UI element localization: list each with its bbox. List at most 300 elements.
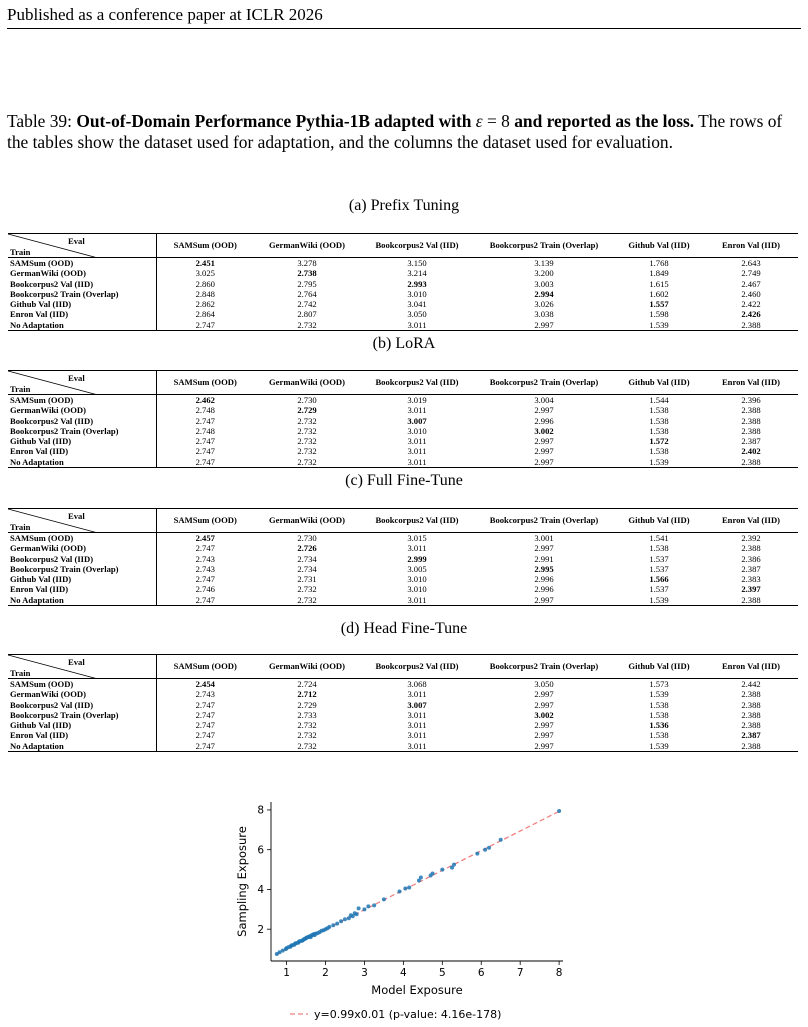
- table-cell: 2.746: [195, 584, 215, 595]
- table-cell: 2.997: [534, 594, 554, 605]
- table-cell: 1.544: [649, 395, 669, 405]
- table-cell: 2.388: [741, 720, 761, 731]
- column-header: Bookcorpus2 Train (Overlap): [489, 515, 599, 526]
- results-table: [8, 508, 798, 606]
- data-point: [452, 863, 456, 867]
- row-label: Enron Val (IID): [8, 446, 156, 456]
- data-point: [475, 852, 479, 856]
- table-row: [8, 679, 798, 690]
- table-cell: 2.862: [195, 299, 215, 310]
- column-header: GermanWiki (OOD): [269, 240, 345, 251]
- table-cell: 2.997: [534, 720, 554, 731]
- table-cell: 1.768: [649, 258, 669, 268]
- column-header: Bookcorpus2 Train (Overlap): [489, 377, 599, 388]
- table-cell: 3.011: [407, 720, 427, 731]
- table-row: [8, 436, 798, 446]
- table-cell: 3.011: [407, 446, 427, 457]
- data-point: [397, 889, 401, 893]
- table-cell: 2.997: [534, 436, 554, 447]
- table-cell: 2.451: [195, 258, 215, 268]
- table-row: [8, 584, 798, 594]
- column-header: SAMSum (OOD): [173, 240, 237, 251]
- y-axis-label: Sampling Exposure: [235, 826, 249, 937]
- table-cell: 2.747: [195, 720, 215, 731]
- data-point: [407, 885, 411, 889]
- table-cell: 2.729: [297, 405, 317, 416]
- table-cell: 3.011: [407, 436, 427, 447]
- table-cell: 3.007: [407, 415, 427, 426]
- table-cell: 2.997: [534, 699, 554, 710]
- table-cell: 1.539: [649, 456, 669, 467]
- table-cell: 2.402: [741, 446, 761, 457]
- corner-train-label: Train: [10, 522, 31, 532]
- column-header: GermanWiki (OOD): [269, 661, 345, 672]
- row-label: GermanWiki (OOD): [8, 543, 156, 553]
- table-cell: 3.200: [534, 268, 554, 279]
- table-cell: 2.748: [195, 405, 215, 416]
- column-header: SAMSum (OOD): [173, 515, 237, 526]
- corner-train-label: Train: [10, 668, 31, 678]
- table-caption: [7, 111, 803, 153]
- table-cell: 3.019: [407, 395, 427, 405]
- data-point: [343, 917, 347, 921]
- table-cell: 1.538: [649, 446, 669, 457]
- table-cell: 2.732: [297, 425, 317, 436]
- column-header: Bookcorpus2 Val (IID): [375, 240, 459, 251]
- table-row: [8, 279, 798, 289]
- table-cell: 2.795: [297, 278, 317, 289]
- row-label: Enron Val (IID): [8, 584, 156, 594]
- row-label: Bookcorpus2 Val (IID): [8, 700, 156, 710]
- table-cell: 3.011: [407, 709, 427, 720]
- row-label: Github Val (IID): [8, 299, 156, 309]
- table-cell: 2.747: [195, 456, 215, 467]
- caption-bold-before: Out-of-Domain Performance Pythia-1B adapted with: [76, 111, 472, 131]
- table-cell: 2.732: [297, 594, 317, 605]
- table-cell: 2.747: [195, 446, 215, 457]
- table-cell: 2.732: [297, 730, 317, 741]
- data-point: [327, 925, 331, 929]
- corner-eval-label: Eval: [68, 236, 85, 246]
- results-table: [8, 370, 798, 468]
- table-row: [8, 395, 798, 406]
- data-point: [483, 848, 487, 852]
- row-label: Enron Val (IID): [8, 309, 156, 319]
- table-row: [8, 416, 798, 426]
- x-tick-label: 1: [283, 967, 290, 979]
- caption-epsilon: ε: [475, 111, 483, 131]
- table-cell: 2.747: [195, 709, 215, 720]
- data-point: [357, 906, 361, 910]
- table-cell: 2.643: [741, 258, 761, 268]
- table-cell: 3.068: [407, 679, 427, 689]
- row-label: Bookcorpus2 Val (IID): [8, 416, 156, 426]
- table-cell: 2.388: [741, 699, 761, 710]
- table-cell: 2.442: [741, 679, 761, 689]
- table-cell: 2.748: [195, 425, 215, 436]
- corner-eval-label: Eval: [68, 511, 85, 521]
- row-label: GermanWiki (OOD): [8, 268, 156, 278]
- table-cell: 2.743: [195, 563, 215, 574]
- x-axis-label: Model Exposure: [371, 983, 463, 997]
- column-header: Bookcorpus2 Val (IID): [375, 377, 459, 388]
- column-header: Bookcorpus2 Train (Overlap): [489, 240, 599, 251]
- table-cell: 2.396: [741, 395, 761, 405]
- table-cell: 1.537: [649, 563, 669, 574]
- table-corner-cell: [8, 655, 156, 679]
- table-cell: 1.538: [649, 730, 669, 741]
- row-label: GermanWiki (OOD): [8, 689, 156, 699]
- table-cell: 1.536: [649, 720, 669, 731]
- table-cell: 2.732: [297, 436, 317, 447]
- column-header: Bookcorpus2 Val (IID): [375, 661, 459, 672]
- row-label: SAMSum (OOD): [8, 258, 156, 269]
- x-tick-label: 7: [516, 967, 524, 979]
- table-cell: 3.038: [534, 309, 554, 320]
- table-cell: 2.729: [297, 699, 317, 710]
- row-label: No Adaptation: [8, 741, 156, 752]
- column-header: SAMSum (OOD): [173, 661, 237, 672]
- table-cell: 2.997: [534, 405, 554, 416]
- table-cell: 3.050: [534, 679, 554, 689]
- table-row: [8, 700, 798, 710]
- row-label: Bookcorpus2 Train (Overlap): [8, 426, 156, 436]
- row-label: Bookcorpus2 Train (Overlap): [8, 564, 156, 574]
- table-cell: 1.539: [649, 594, 669, 605]
- row-label: Github Val (IID): [8, 720, 156, 730]
- table-cell: 1.537: [649, 584, 669, 595]
- row-label: Bookcorpus2 Val (IID): [8, 279, 156, 289]
- table-cell: 2.738: [297, 268, 317, 279]
- table-cell: 2.747: [195, 436, 215, 447]
- table-row: [8, 741, 798, 752]
- table-cell: 2.747: [195, 699, 215, 710]
- table-cell: 2.733: [297, 709, 317, 720]
- table-cell: 1.538: [649, 415, 669, 426]
- y-tick-label: 2: [257, 923, 264, 936]
- column-header: Enron Val (IID): [721, 377, 781, 388]
- row-label: SAMSum (OOD): [8, 533, 156, 544]
- y-tick-label: 8: [257, 804, 264, 817]
- table-cell: 3.025: [195, 268, 215, 279]
- table-cell: 2.732: [297, 415, 317, 426]
- table-corner-cell: [8, 234, 156, 258]
- table-cell: 3.010: [407, 425, 427, 436]
- table-cell: 2.993: [407, 278, 427, 289]
- table-cell: 2.997: [534, 446, 554, 457]
- x-tick-label: 4: [400, 967, 407, 979]
- table-row: [8, 543, 798, 553]
- caption-label: Table 39:: [7, 111, 72, 131]
- table-cell: 3.010: [407, 574, 427, 585]
- table-cell: 2.747: [195, 740, 215, 751]
- row-label: Bookcorpus2 Train (Overlap): [8, 289, 156, 299]
- table-cell: 2.387: [741, 563, 761, 574]
- table-cell: 2.860: [195, 278, 215, 289]
- row-label: SAMSum (OOD): [8, 395, 156, 406]
- y-tick-label: 6: [257, 844, 264, 857]
- table-cell: 3.011: [407, 689, 427, 700]
- table-row: [8, 299, 798, 309]
- caption-bold-after: and reported as the loss.: [514, 111, 695, 131]
- table-cell: 2.457: [195, 533, 215, 543]
- data-point: [499, 838, 503, 842]
- corner-eval-label: Eval: [68, 373, 85, 383]
- table-cell: 1.615: [649, 278, 669, 289]
- table-cell: 3.011: [407, 740, 427, 751]
- table-row: [8, 533, 798, 544]
- table-cell: 1.598: [649, 309, 669, 320]
- table-cell: 1.539: [649, 319, 669, 330]
- table-row: [8, 554, 798, 564]
- table-cell: 3.041: [407, 299, 427, 310]
- column-header: Enron Val (IID): [721, 240, 781, 251]
- table-cell: 3.011: [407, 594, 427, 605]
- data-point: [419, 876, 423, 880]
- table-cell: 3.010: [407, 584, 427, 595]
- table-subtitle: (b) LoRA: [372, 335, 436, 352]
- table-cell: 1.538: [649, 405, 669, 416]
- row-label: GermanWiki (OOD): [8, 405, 156, 415]
- table-cell: 3.002: [534, 709, 554, 720]
- corner-train-label: Train: [10, 384, 31, 394]
- row-label: No Adaptation: [8, 457, 156, 468]
- table-cell: 2.732: [297, 584, 317, 595]
- table-cell: 3.002: [534, 425, 554, 436]
- results-table: [8, 654, 798, 752]
- table-cell: 3.011: [407, 456, 427, 467]
- table-cell: 1.602: [649, 288, 669, 299]
- table-row: [8, 574, 798, 584]
- column-header: Github Val (IID): [628, 661, 690, 672]
- table-cell: 2.392: [741, 533, 761, 543]
- table-cell: 3.010: [407, 288, 427, 299]
- table-cell: 2.388: [741, 425, 761, 436]
- column-header: Github Val (IID): [628, 377, 690, 388]
- table-cell: 2.747: [195, 415, 215, 426]
- table-cell: 2.996: [534, 574, 554, 585]
- table-cell: 2.388: [741, 415, 761, 426]
- table-cell: 2.864: [195, 309, 215, 320]
- row-label: Github Val (IID): [8, 436, 156, 446]
- table-cell: 2.732: [297, 720, 317, 731]
- table-cell: 2.731: [297, 574, 317, 585]
- table-cell: 2.732: [297, 319, 317, 330]
- table-cell: 2.734: [297, 563, 317, 574]
- table-cell: 2.388: [741, 405, 761, 416]
- table-cell: 1.566: [649, 574, 669, 585]
- data-point: [431, 872, 435, 876]
- table-cell: 2.999: [407, 553, 427, 564]
- corner-train-label: Train: [10, 247, 31, 257]
- table-subtitle: (d) Head Fine-Tune: [340, 620, 468, 637]
- data-point: [372, 903, 376, 907]
- column-header: GermanWiki (OOD): [269, 515, 345, 526]
- table-cell: 2.997: [534, 689, 554, 700]
- table-cell: 2.995: [534, 563, 554, 574]
- table-corner-cell: [8, 371, 156, 395]
- table-cell: 2.997: [534, 543, 554, 554]
- table-cell: 2.807: [297, 309, 317, 320]
- table-row: [8, 564, 798, 574]
- table-row: [8, 258, 798, 269]
- table-cell: 1.538: [649, 709, 669, 720]
- table-cell: 1.538: [649, 699, 669, 710]
- table-cell: 1.539: [649, 689, 669, 700]
- data-point: [382, 897, 386, 901]
- table-cell: 2.388: [741, 740, 761, 751]
- table-cell: 2.460: [741, 288, 761, 299]
- table-cell: 2.991: [534, 553, 554, 564]
- table-cell: 1.538: [649, 543, 669, 554]
- row-label: No Adaptation: [8, 320, 156, 331]
- table-cell: 2.388: [741, 709, 761, 720]
- table-cell: 3.011: [407, 730, 427, 741]
- table-cell: 2.383: [741, 574, 761, 585]
- data-point: [557, 809, 561, 813]
- table-row: [8, 457, 798, 468]
- table-cell: 2.996: [534, 584, 554, 595]
- table-cell: 3.005: [407, 563, 427, 574]
- x-tick-label: 8: [555, 967, 563, 979]
- table-cell: 2.732: [297, 740, 317, 751]
- column-header: GermanWiki (OOD): [269, 377, 345, 388]
- table-cell: 2.388: [741, 319, 761, 330]
- table-cell: 2.724: [297, 679, 317, 689]
- table-row: [8, 730, 798, 740]
- table-cell: 2.388: [741, 689, 761, 700]
- table-cell: 2.734: [297, 553, 317, 564]
- x-tick-label: 5: [438, 967, 446, 979]
- row-label: Bookcorpus2 Val (IID): [8, 554, 156, 564]
- table-cell: 2.996: [534, 415, 554, 426]
- table-cell: 1.557: [649, 299, 669, 310]
- table-cell: 2.997: [534, 730, 554, 741]
- corner-eval-label: Eval: [68, 657, 85, 667]
- table-cell: 2.426: [741, 309, 761, 320]
- table-cell: 3.011: [407, 405, 427, 416]
- table-cell: 2.388: [741, 594, 761, 605]
- table-row: [8, 689, 798, 699]
- table-cell: 2.747: [195, 319, 215, 330]
- column-header: Bookcorpus2 Val (IID): [375, 515, 459, 526]
- table-cell: 2.422: [741, 299, 761, 310]
- table-row: [8, 320, 798, 331]
- data-point: [355, 912, 359, 916]
- y-tick-label: 4: [257, 884, 264, 897]
- table-cell: 2.730: [297, 533, 317, 543]
- table-cell: 2.997: [534, 740, 554, 751]
- table-cell: 1.572: [649, 436, 669, 447]
- table-row: [8, 595, 798, 606]
- table-cell: 2.730: [297, 395, 317, 405]
- table-cell: 3.150: [407, 258, 427, 268]
- column-header: SAMSum (OOD): [173, 377, 237, 388]
- column-header: Github Val (IID): [628, 240, 690, 251]
- table-cell: 3.139: [534, 258, 554, 268]
- table-cell: 3.011: [407, 543, 427, 554]
- table-cell: 2.462: [195, 395, 215, 405]
- column-header: Enron Val (IID): [721, 515, 781, 526]
- column-header: Enron Val (IID): [721, 661, 781, 672]
- data-point: [403, 886, 407, 890]
- table-cell: 1.539: [649, 740, 669, 751]
- table-row: [8, 710, 798, 720]
- caption-epsilon-value: = 8: [482, 111, 510, 131]
- table-cell: 2.388: [741, 456, 761, 467]
- table-row: [8, 405, 798, 415]
- table-cell: 1.541: [649, 533, 669, 543]
- data-point: [331, 923, 335, 927]
- table-cell: 2.397: [741, 584, 761, 595]
- row-label: Github Val (IID): [8, 574, 156, 584]
- table-cell: 3.214: [407, 268, 427, 279]
- table-cell: 1.573: [649, 679, 669, 689]
- x-tick-label: 3: [361, 967, 368, 979]
- row-label: Enron Val (IID): [8, 730, 156, 740]
- table-cell: 2.747: [195, 594, 215, 605]
- table-cell: 3.278: [297, 258, 317, 268]
- row-label: No Adaptation: [8, 595, 156, 606]
- table-cell: 2.764: [297, 288, 317, 299]
- table-row: [8, 289, 798, 299]
- data-point: [366, 904, 370, 908]
- table-cell: 2.743: [195, 553, 215, 564]
- table-cell: 2.749: [741, 268, 761, 279]
- table-row: [8, 426, 798, 436]
- table-cell: 1.849: [649, 268, 669, 279]
- x-tick-label: 2: [322, 967, 329, 979]
- table-cell: 1.538: [649, 425, 669, 436]
- column-header: Bookcorpus2 Train (Overlap): [489, 661, 599, 672]
- table-row: [8, 268, 798, 278]
- table-cell: 2.747: [195, 543, 215, 554]
- table-cell: 1.537: [649, 553, 669, 564]
- table-cell: 2.747: [195, 574, 215, 585]
- row-label: Bookcorpus2 Train (Overlap): [8, 710, 156, 720]
- table-row: [8, 309, 798, 319]
- table-cell: 2.994: [534, 288, 554, 299]
- table-cell: 2.997: [534, 456, 554, 467]
- table-cell: 2.467: [741, 278, 761, 289]
- data-point: [440, 868, 444, 872]
- table-cell: 3.050: [407, 309, 427, 320]
- table-cell: 3.004: [534, 395, 554, 405]
- table-cell: 2.386: [741, 553, 761, 564]
- table-cell: 2.387: [741, 436, 761, 447]
- data-point: [487, 846, 491, 850]
- table-cell: 3.015: [407, 533, 427, 543]
- table-cell: 2.712: [297, 689, 317, 700]
- data-point: [362, 907, 366, 911]
- legend-fit-label: y=0.99x0.01 (p-value: 4.16e-178): [314, 1008, 502, 1021]
- table-cell: 3.003: [534, 278, 554, 289]
- table-cell: 3.026: [534, 299, 554, 310]
- table-cell: 2.732: [297, 446, 317, 457]
- column-header: Github Val (IID): [628, 515, 690, 526]
- table-cell: 2.997: [534, 319, 554, 330]
- table-cell: 2.747: [195, 730, 215, 741]
- table-row: [8, 446, 798, 456]
- exposure-scatter-plot: [230, 798, 575, 1027]
- results-table: [8, 233, 798, 331]
- table-cell: 3.001: [534, 533, 554, 543]
- data-point: [339, 919, 343, 923]
- table-subtitle: (c) Full Fine-Tune: [345, 472, 463, 489]
- table-cell: 2.848: [195, 288, 215, 299]
- table-cell: 2.743: [195, 689, 215, 700]
- table-cell: 3.011: [407, 319, 427, 330]
